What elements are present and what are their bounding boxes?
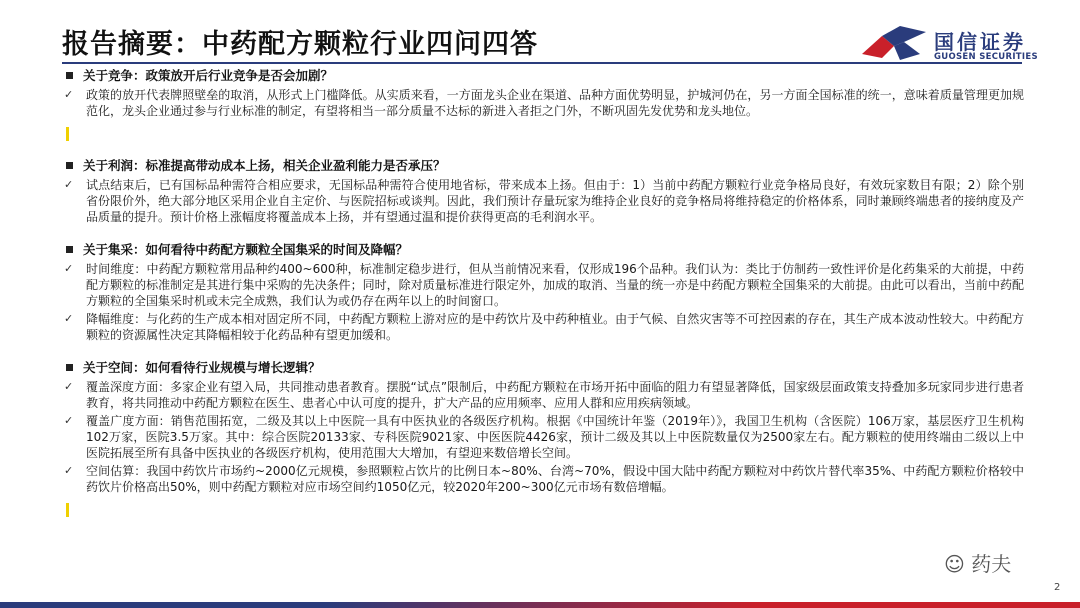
checkmark-icon: ✓ [64,262,74,275]
page-number: 2 [1054,582,1061,593]
square-bullet-icon [66,72,73,79]
section-heading: 关于竞争：政策放开后行业竞争是否会加剧？ [64,67,1024,85]
section-heading: 关于利润：标准提高带动成本上扬，相关企业盈利能力是否承压？ [64,157,1024,175]
list-item: ✓ 覆盖广度方面：销售范围拓宽，二级及其以上中医院一具有中医执业的各级医疗机构。根据《中国统计年鉴（2019年）》，我国卫生机构（含医院）106万家，基层医疗卫生机构102万家，医院3.5万家。其中：综合医院20133家、专科医院9021家、中医医院4426家，预计二级及其以上中医院数量仅为2500家左右。配方颗粒的使用终端由二级以上中医院拓展至所有具备中医执业的各级医疗机构，使用范围大大增加，有望迎来数倍增长空间。 [64,414,1024,460]
list-item: ✓ 时间维度：中药配方颗粒常用品种约400~600种，标准制定稳步进行，但从当前情况来看，仅形成196个品种。我们认为：类比于仿制药一致性评价是化药集采的大前提，中药配方颗粒的标准制定是其进行集中采购的先决条件；同时，除对质量标准进行限定外，加成的取消、当量的统一亦是中药配方颗粒全国集采的大前提。由此可以看出，当前中药配方颗粒的全国集采时机或未完全成熟，我们认为或仍存在两年以上的时间窗口。 [64,262,1024,308]
logo-chinese-name: 国信证券 [934,30,1026,54]
guosen-logo-mark-icon [860,24,928,62]
square-bullet-icon [66,364,73,371]
section-competition [64,67,1024,141]
list-item: ✓ 覆盖深度方面：多家企业有望入局，共同推动患者教育。摆脱“试点”限制后，中药配方颗粒在市场开拓中面临的阻力有望显著降低，国家级层面政策支持叠加多玩家同步进行患者教育，将共同推动中药配方颗粒在医生、患者心中认可度的提升，扩大产品的应用频率、应用人群和应用疾病领域。 [64,380,1024,410]
checkmark-icon: ✓ [64,414,74,427]
header-divider [62,62,1022,64]
highlight-marker [66,503,69,517]
square-bullet-icon [66,162,73,169]
wechat-icon: ☺ [944,552,965,576]
checkmark-icon: ✓ [64,178,74,191]
guosen-logo [860,22,1040,66]
checkmark-icon: ✓ [64,464,74,477]
logo-english-name: GUOSEN SECURITIES [934,52,1038,62]
section-profit [64,157,1024,225]
report-summary-content [64,67,1024,517]
checkmark-icon: ✓ [64,88,74,101]
list-item: ✓ 政策的放开代表牌照壁垒的取消，从形式上门槛降低。从实质来看，一方面龙头企业在渠道、品种方面优势明显，护城河仍在，另一方面全国标准的统一，意味着质量管理更加规范化，龙头企业通过参与行业标准的制定，有望将相当一部分质量不达标的新进入者拒之门外，不断巩固先发优势和龙头地位。 [64,88,1024,118]
checkmark-icon: ✓ [64,380,74,393]
highlight-marker [66,127,69,141]
wechat-watermark: ☺ 药夫 [944,552,1012,576]
section-market-space [64,359,1024,517]
footer-color-bar [0,602,1080,608]
checkmark-icon: ✓ [64,312,74,325]
list-item: ✓ 空间估算：我国中药饮片市场约~2000亿元规模，参照颗粒占饮片的比例日本~80%、台湾~70%，假设中国大陆中药配方颗粒对中药饮片替代率35%、中药配方颗粒价格较中药饮片价格高出50%，则中药配方颗粒对应市场空间约1050亿元，较2020年200~300亿元市场有数倍增幅。 [64,464,1024,494]
section-heading: 关于集采：如何看待中药配方颗粒全国集采的时间及降幅？ [64,241,1024,259]
section-heading: 关于空间：如何看待行业规模与增长逻辑？ [64,359,1024,377]
list-item: ✓ 降幅维度：与化药的生产成本相对固定所不同，中药配方颗粒上游对应的是中药饮片及中药种植业。由于气候、自然灾害等不可控因素的存在，其生产成本波动性较大。中药配方颗粒的资源属性决定其降幅相较于化药品种有望更加缓和。 [64,312,1024,342]
square-bullet-icon [66,246,73,253]
list-item: ✓ 试点结束后，已有国标品种需符合相应要求，无国标品种需符合使用地省标，带来成本上扬。但由于：1）当前中药配方颗粒行业竞争格局良好，有效玩家数目有限；2）除个别省份限价外，绝大部分地区采用企业自主定价、与医院招标或谈判。因此，我们预计存量玩家为维持企业良好的竞争格局将维持稳定的价格体系，同时兼顾终端患者的接纳度及产品质量的提升。预计价格上涨幅度将覆盖成本上扬，并有望通过温和提价获得更高的毛利润水平。 [64,178,1024,224]
page-title: 报告摘要：中药配方颗粒行业四问四答 [62,29,538,60]
section-procurement [64,241,1024,343]
